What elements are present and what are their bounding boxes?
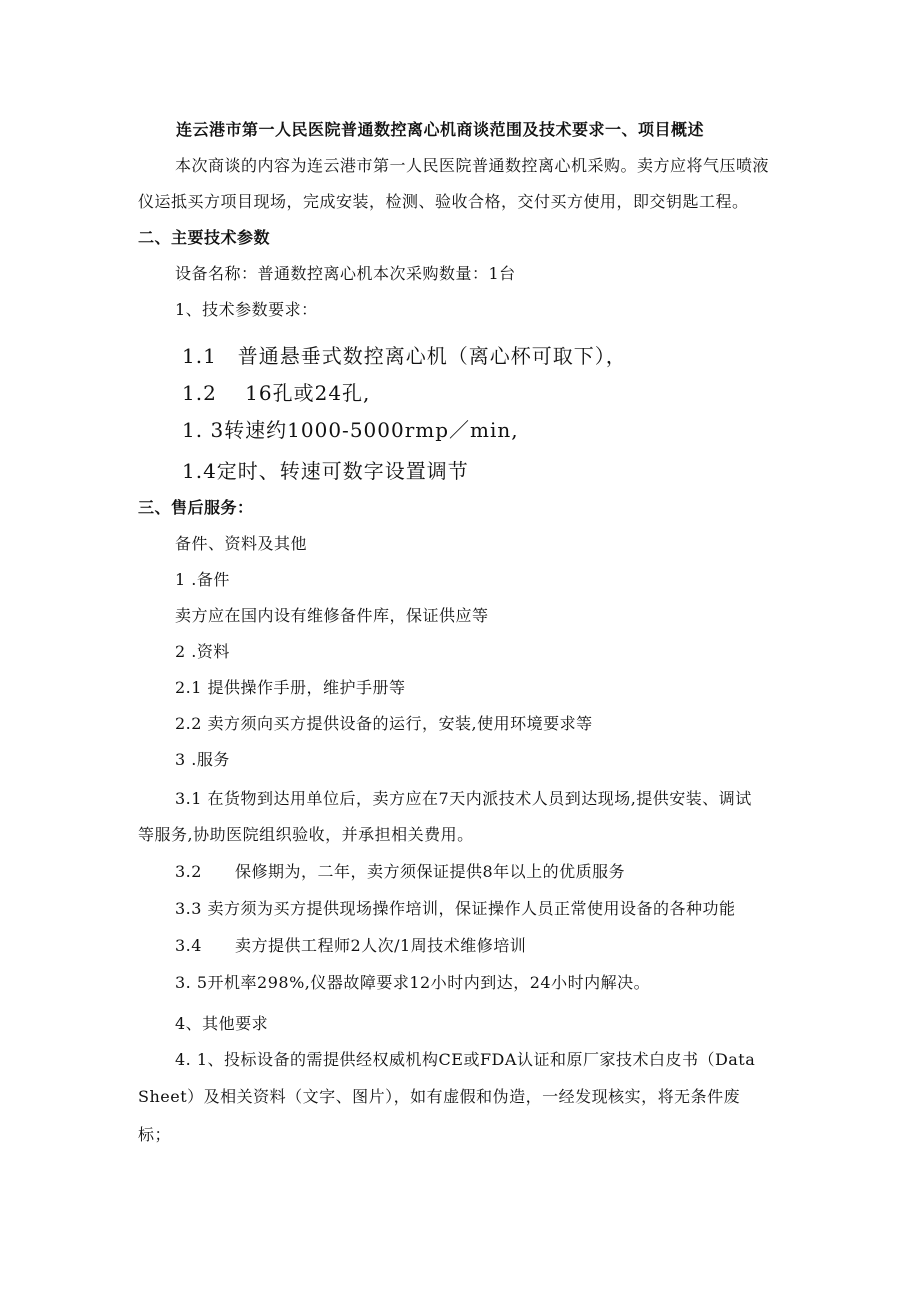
overview-line-2: 仪运抵买方项目现场，完成安装，检测、验收合格，交付买方使用，即交钥匙工程。 — [138, 192, 749, 211]
param-1-2: 1.2 16孔或24孔, — [182, 381, 371, 405]
other-4-1-line-1: 4. 1、投标设备的需提供经权威机构CE或FDA认证和原厂家技术白皮书（Data — [175, 1050, 756, 1069]
documents-2-2: 2.2 卖方须向买方提供设备的运行，安装,使用环境要求等 — [175, 714, 593, 733]
service-3-1-line-2: 等服务,协助医院组织验收，并承担相关费用。 — [138, 825, 474, 844]
other-4-1-line-3: 标； — [138, 1125, 172, 1144]
overview-line-1: 本次商谈的内容为连云港市第一人民医院普通数控离心机采购。卖方应将气压喷液 — [175, 156, 770, 175]
service-heading: 3 .服务 — [175, 750, 230, 769]
spare-parts-text: 卖方应在国内设有维修备件库，保证供应等 — [175, 606, 489, 625]
spare-parts-heading: 1 .备件 — [175, 570, 230, 589]
document-title: 连云港市第一人民医院普通数控离心机商谈范围及技术要求一、项目概述 — [176, 120, 705, 139]
service-3-2: 3.2 保修期为，二年，卖方须保证提供8年以上的优质服务 — [175, 862, 626, 881]
after-sales-intro: 备件、资料及其他 — [175, 534, 308, 553]
documents-heading: 2 .资料 — [175, 642, 230, 661]
other-4-1-line-2: Sheet）及相关资料（文字、图片），如有虚假和伪造，一经发现核实，将无条件废 — [138, 1087, 741, 1106]
tech-requirements-heading: 1、技术参数要求： — [175, 300, 318, 319]
service-3-4: 3.4 卖方提供工程师2人次/1周技术维修培训 — [175, 936, 527, 955]
device-name-line: 设备名称：普通数控离心机本次采购数量：1台 — [175, 264, 516, 283]
param-1-4: 1.4定时、转速可数字设置调节 — [182, 459, 469, 483]
section-2-heading: 二、主要技术参数 — [138, 228, 271, 247]
param-1-3: 1. 3转速约1000-5000rmp／min, — [182, 418, 519, 442]
service-3-1-line-1: 3.1 在货物到达用单位后，卖方应在7天内派技术人员到达现场,提供安装、调试 — [175, 789, 752, 808]
service-3-5: 3. 5开机率298%,仪器故障要求12小时内到达，24小时内解决。 — [175, 973, 651, 992]
section-3-heading: 三、售后服务： — [138, 498, 254, 517]
other-requirements-heading: 4、其他要求 — [175, 1014, 269, 1033]
documents-2-1: 2.1 提供操作手册，维护手册等 — [175, 678, 406, 697]
param-1-1: 1.1 普通悬垂式数控离心机（离心杯可取下）， — [182, 344, 627, 368]
service-3-3: 3.3 卖方须为买方提供现场操作培训，保证操作人员正常使用设备的各种功能 — [175, 899, 736, 918]
